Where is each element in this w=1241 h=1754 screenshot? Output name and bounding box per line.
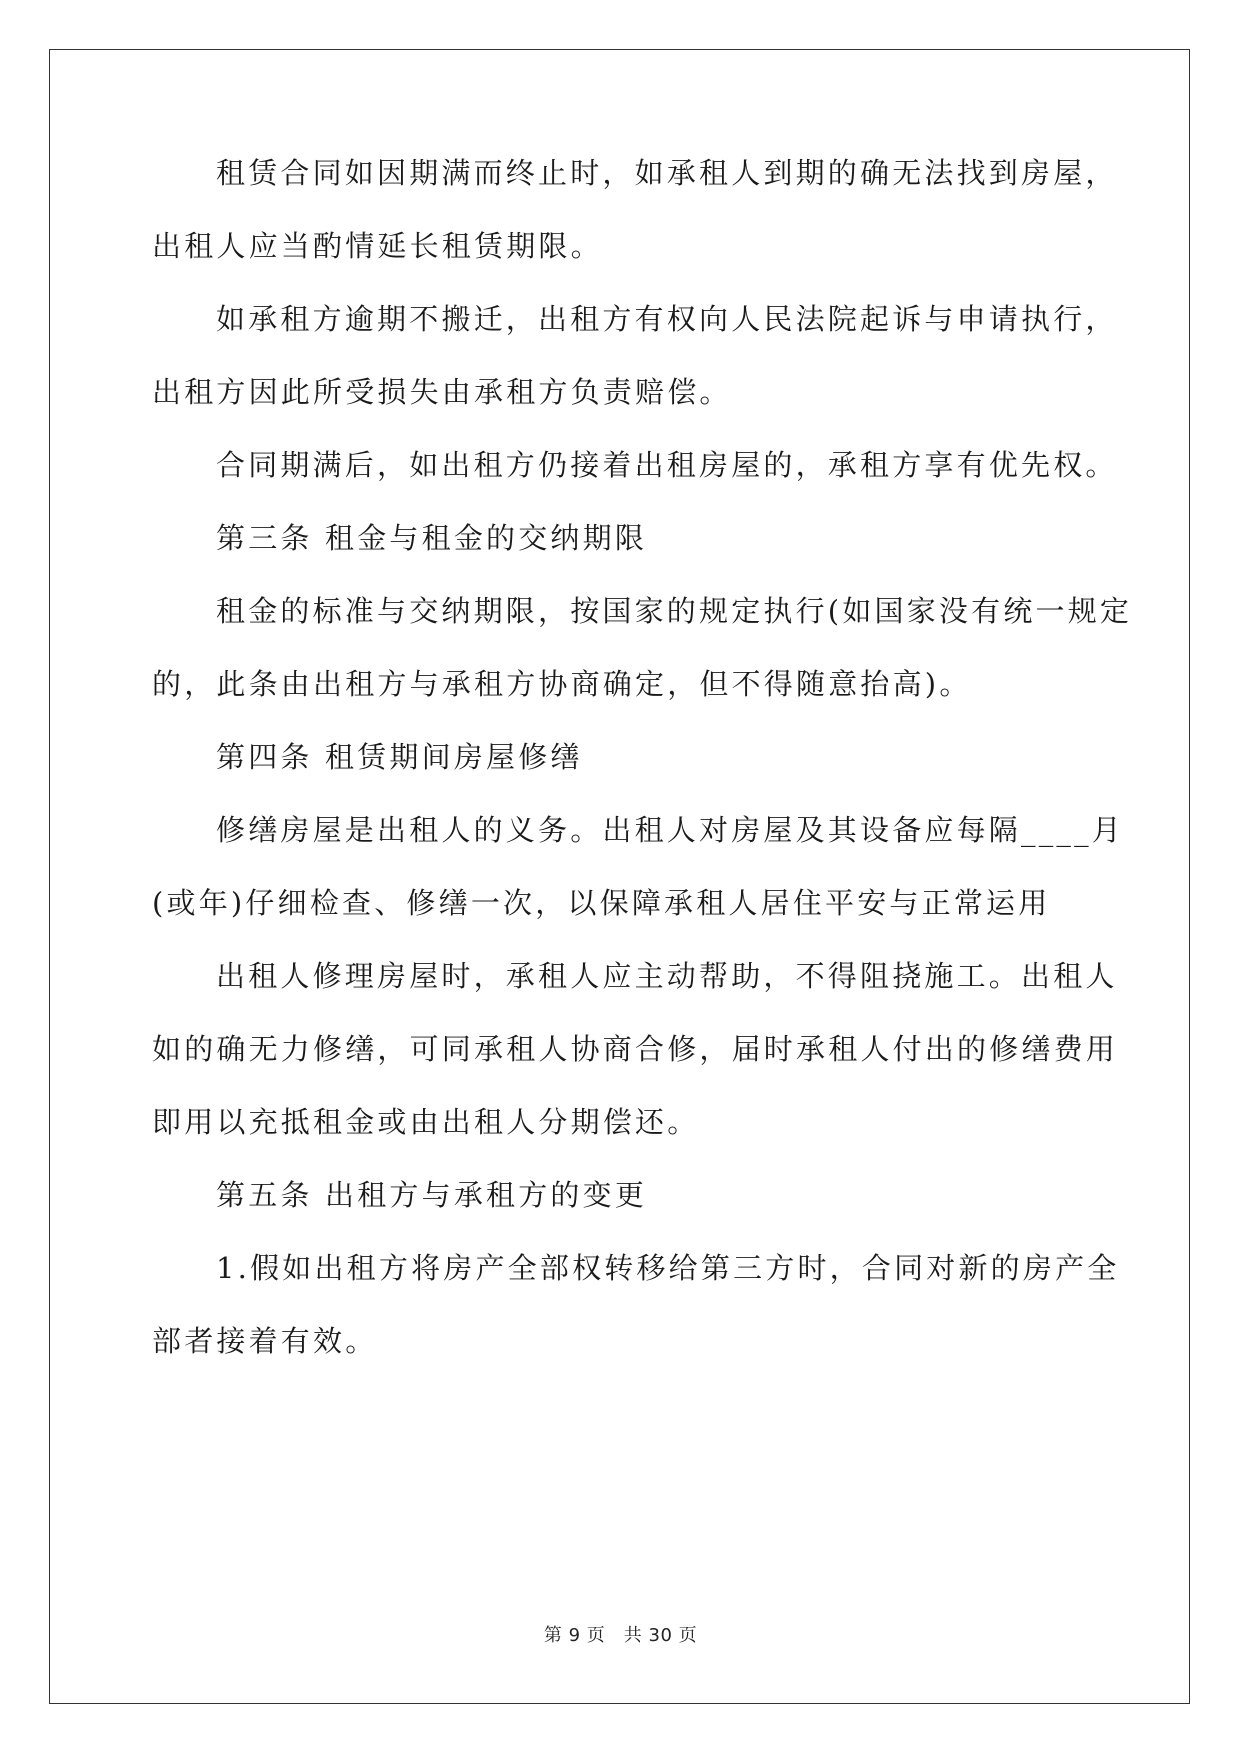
- article-4-heading: 第四条 租赁期间房屋修缮: [216, 740, 583, 774]
- paragraph-7-line-1: 修缮房屋是出租人的义务。出租人对房屋及其设备应每隔____月: [216, 813, 1125, 847]
- article-3-heading: 第三条 租金与租金的交纳期限: [216, 521, 648, 555]
- page-number-footer: 第 9 页 共 30 页: [543, 1625, 698, 1646]
- page-border: [49, 49, 1190, 1704]
- article-5-heading: 第五条 出租方与承租方的变更: [216, 1178, 648, 1212]
- paragraph-10-line-2: 部者接着有效。: [152, 1324, 378, 1358]
- paragraph-5-line-2: 的，此条由出租方与承租方协商确定，但不得随意抬高)。: [152, 667, 972, 701]
- paragraph-1-line-1: 租赁合同如因期满而终止时，如承租人到期的确无法找到房屋，: [216, 156, 1118, 190]
- paragraph-10-line-1: 1.假如出租方将房产全部权转移给第三方时，合同对新的房产全: [216, 1251, 1120, 1285]
- paragraph-7-line-2: (或年)仔细检查、修缮一次，以保障承租人居住平安与正常运用: [152, 886, 1051, 920]
- paragraph-1-line-2: 出租人应当酌情延长租赁期限。: [152, 229, 603, 263]
- paragraph-2-line-2: 出租方因此所受损失由承租方负责赔偿。: [152, 375, 732, 409]
- paragraph-2-line-1: 如承租方逾期不搬迁，出租方有权向人民法院起诉与申请执行，: [216, 302, 1118, 336]
- paragraph-8-line-1: 出租人修理房屋时，承租人应主动帮助，不得阻挠施工。出租人: [216, 959, 1118, 993]
- paragraph-8-line-3: 即用以充抵租金或由出租人分期偿还。: [152, 1105, 700, 1139]
- paragraph-8-line-2: 如的确无力修缮，可同承租人协商合修，届时承租人付出的修缮费用: [152, 1032, 1119, 1066]
- paragraph-5-line-1: 租金的标准与交纳期限，按国家的规定执行(如国家没有统一规定: [216, 594, 1133, 628]
- paragraph-3-line-1: 合同期满后，如出租方仍接着出租房屋的，承租方享有优先权。: [216, 448, 1118, 482]
